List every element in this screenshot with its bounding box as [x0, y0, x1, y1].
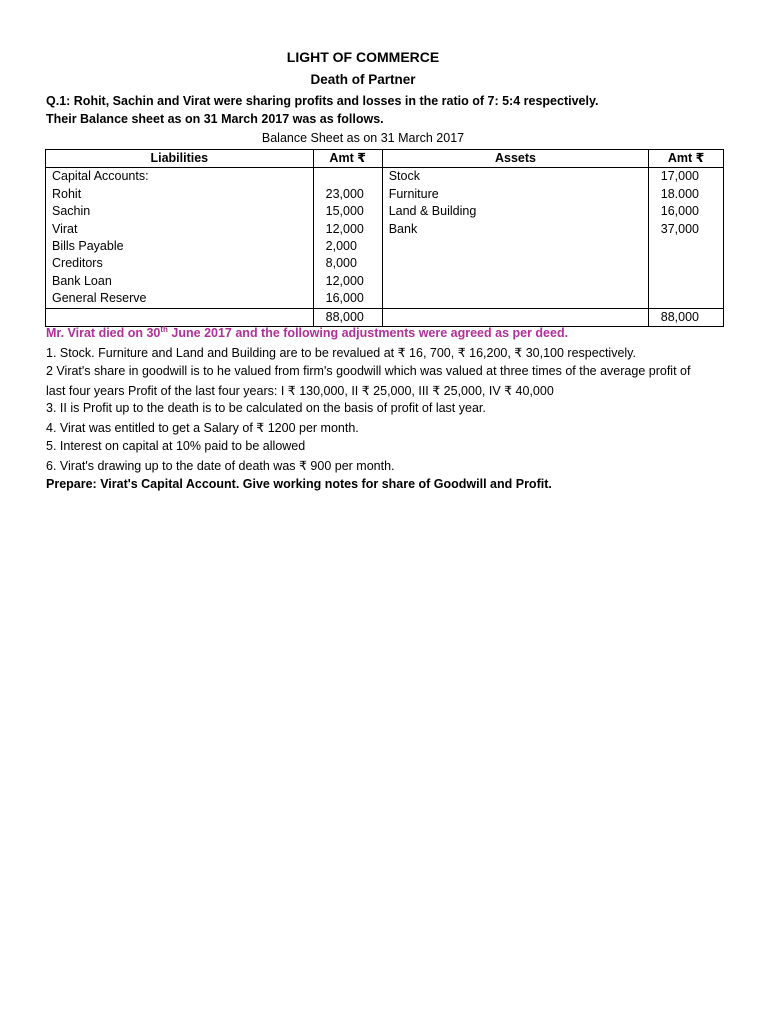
asset-amount — [649, 255, 724, 272]
adjustment-2-line-1: 2 Virat's share in goodwill is to he valued from firm's goodwill which was valued at three times of the average profit of — [46, 364, 691, 378]
adjustment-4: 4. Virat was entitled to get a Salary of ₹ 1200 per month. — [46, 421, 359, 435]
total-liabilities-amount: 88,000 — [313, 308, 382, 326]
adjustment-3: 3. II is Profit up to the death is to be calculated on the basis of profit of last year. — [46, 401, 486, 415]
liability-name: Sachin — [46, 203, 314, 220]
liability-amount: 12,000 — [313, 221, 382, 238]
asset-amount: 37,000 — [649, 221, 724, 238]
liability-name: Capital Accounts: — [46, 168, 314, 186]
liability-amount: 23,000 — [313, 186, 382, 203]
document-subtitle: Death of Partner — [310, 72, 416, 87]
asset-name — [382, 255, 649, 272]
liability-amount: 12,000 — [313, 273, 382, 290]
table-row — [46, 168, 724, 186]
asset-name: Stock — [382, 168, 649, 186]
asset-amount — [649, 290, 724, 308]
death-notice — [46, 325, 568, 340]
asset-name — [382, 238, 649, 255]
liability-amount: 16,000 — [313, 290, 382, 308]
table-row — [46, 203, 724, 220]
document-title: LIGHT OF COMMERCE — [286, 49, 440, 65]
table-row — [46, 221, 724, 238]
table-total-row — [46, 308, 724, 326]
adjustment-1: 1. Stock. Furniture and Land and Building are to be revalued at ₹ 16, 700, ₹ 16,200, ₹ 30,100 respectively. — [46, 346, 636, 360]
header-liabilities-amount: Amt ₹ — [313, 150, 382, 168]
asset-name — [382, 290, 649, 308]
total-liabilities-label — [46, 308, 314, 326]
death-notice-prefix: Mr. Virat died on 30 — [46, 326, 161, 341]
table-row — [46, 186, 724, 203]
asset-name: Bank — [382, 221, 649, 238]
table-row — [46, 290, 724, 308]
liability-name: Creditors — [46, 255, 314, 272]
table-row — [46, 273, 724, 290]
total-assets-label — [382, 308, 649, 326]
adjustment-2-line-2: last four years Profit of the last four years: I ₹ 130,000, II ₹ 25,000, III ₹ 25,000, IV ₹ 40,000 — [46, 384, 554, 398]
death-notice-suffix: June 2017 and the following adjustments were agreed as per deed. — [167, 326, 569, 341]
balance-sheet-caption: Balance Sheet as on 31 March 2017 — [261, 131, 465, 145]
asset-name — [382, 273, 649, 290]
table-row — [46, 238, 724, 255]
table-header-row — [46, 150, 724, 168]
liability-amount: 15,000 — [313, 203, 382, 220]
asset-amount: 17,000 — [649, 168, 724, 186]
question-line-1: Q.1: Rohit, Sachin and Virat were sharing profits and losses in the ratio of 7: 5:4 respectively. — [46, 94, 599, 108]
asset-amount: 18.000 — [649, 186, 724, 203]
asset-amount — [649, 238, 724, 255]
header-liabilities: Liabilities — [46, 150, 314, 168]
adjustment-6: 6. Virat's drawing up to the date of death was ₹ 900 per month. — [46, 459, 395, 473]
asset-amount — [649, 273, 724, 290]
liability-name: Rohit — [46, 186, 314, 203]
asset-name: Furniture — [382, 186, 649, 203]
liability-amount: 8,000 — [313, 255, 382, 272]
liability-name: Bills Payable — [46, 238, 314, 255]
header-assets-amount: Amt ₹ — [649, 150, 724, 168]
balance-sheet-table — [45, 149, 724, 327]
death-notice-sup: th — [160, 325, 168, 334]
liability-name: Bank Loan — [46, 273, 314, 290]
question-line-2: Their Balance sheet as on 31 March 2017 was as follows. — [46, 112, 384, 126]
header-assets: Assets — [382, 150, 649, 168]
liability-amount — [313, 168, 382, 186]
liability-name: General Reserve — [46, 290, 314, 308]
liability-name: Virat — [46, 221, 314, 238]
liability-amount: 2,000 — [313, 238, 382, 255]
asset-amount: 16,000 — [649, 203, 724, 220]
table-row — [46, 255, 724, 272]
adjustment-5: 5. Interest on capital at 10% paid to be allowed — [46, 439, 306, 453]
total-assets-amount: 88,000 — [649, 308, 724, 326]
prepare-instruction: Prepare: Virat's Capital Account. Give working notes for share of Goodwill and Profit. — [46, 477, 552, 491]
asset-name: Land & Building — [382, 203, 649, 220]
